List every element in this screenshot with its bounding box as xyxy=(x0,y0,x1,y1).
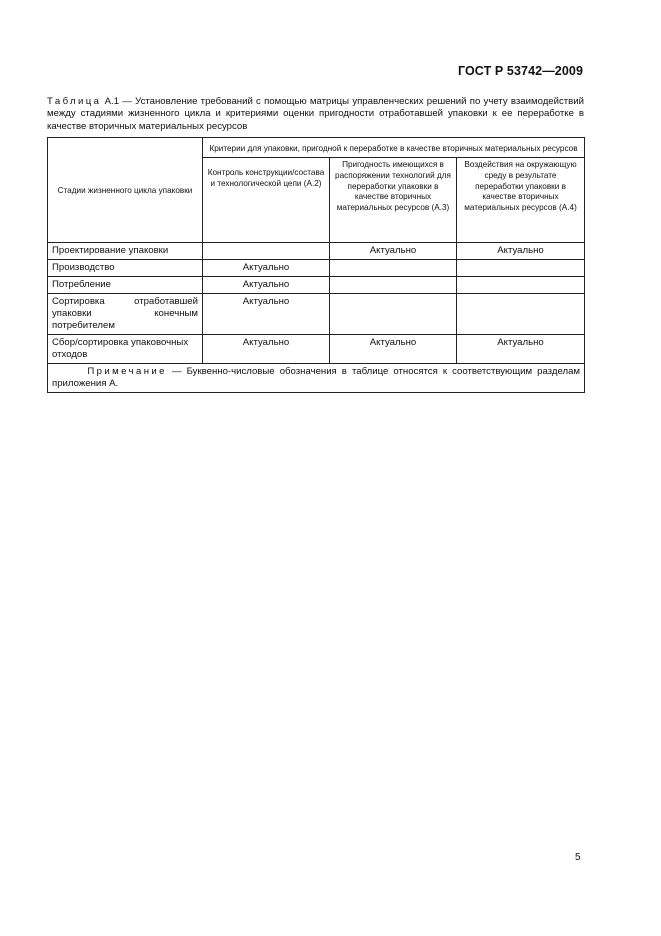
value-cell: Актуально xyxy=(457,243,585,260)
value-cell xyxy=(203,243,330,260)
table-row xyxy=(48,260,585,277)
criterion-header-a2: Контроль конструкции/состава и технологической цепи (А.2) xyxy=(203,158,330,243)
value-cell xyxy=(330,260,457,277)
value-cell: Актуально xyxy=(330,243,457,260)
criterion-header-a3: Пригодность имеющихся в распоряжении технологий для переработки упаковки в качестве вторичных материальных ресурсов (А.3) xyxy=(330,158,457,243)
value-cell: Актуально xyxy=(203,294,330,335)
note-label: Примечание xyxy=(87,366,167,377)
table-row xyxy=(48,277,585,294)
decision-matrix-table xyxy=(47,137,585,393)
table-row xyxy=(48,335,585,364)
value-cell xyxy=(457,260,585,277)
stage-cell: Производство xyxy=(48,260,203,277)
table-header-row xyxy=(48,138,585,158)
value-cell xyxy=(457,277,585,294)
value-cell: Актуально xyxy=(330,335,457,364)
stage-column-header: Стадии жизненного цикла упаковки xyxy=(48,138,203,243)
value-cell: Актуально xyxy=(203,260,330,277)
standard-code: ГОСТ Р 53742—2009 xyxy=(457,64,583,78)
stage-cell: Проектирование упаковки xyxy=(48,243,203,260)
stage-cell: Сбор/сортировка упаковочных отходов xyxy=(48,335,203,364)
note-text: — Буквенно-числовые обозначения в таблице относятся к соответствующим разделам приложения А. xyxy=(52,366,581,389)
page-number: 5 xyxy=(575,852,581,863)
table-row xyxy=(48,243,585,260)
stage-cell: Потребление xyxy=(48,277,203,294)
value-cell xyxy=(457,294,585,335)
value-cell xyxy=(330,294,457,335)
table-caption-label: Таблица xyxy=(47,96,102,107)
value-cell: Актуально xyxy=(203,335,330,364)
table-row xyxy=(48,294,585,335)
table-note xyxy=(48,364,585,393)
table-caption xyxy=(47,96,584,133)
value-cell xyxy=(330,277,457,294)
criterion-header-a4: Воздействия на окружающую среду в результате переработки упаковки в качестве вторичных материальных ресурсов (А.4) xyxy=(457,158,585,243)
value-cell: Актуально xyxy=(457,335,585,364)
criteria-group-header: Критерии для упаковки, пригодной к переработке в качестве вторичных материальных ресурсов xyxy=(203,138,585,158)
table-note-row xyxy=(48,364,585,393)
value-cell: Актуально xyxy=(203,277,330,294)
stage-cell: Сортировка отработавшей упаковки конечным потребителем xyxy=(48,294,203,335)
table-caption-text: А.1 — Установление требований с помощью матрицы управленческих решений по учету взаимодействий между стадиями жизненного цикла и критериями оценки пригодности отработавшей упаковки к ее переработке в качестве вторичных материальных ресурсов xyxy=(47,96,584,132)
